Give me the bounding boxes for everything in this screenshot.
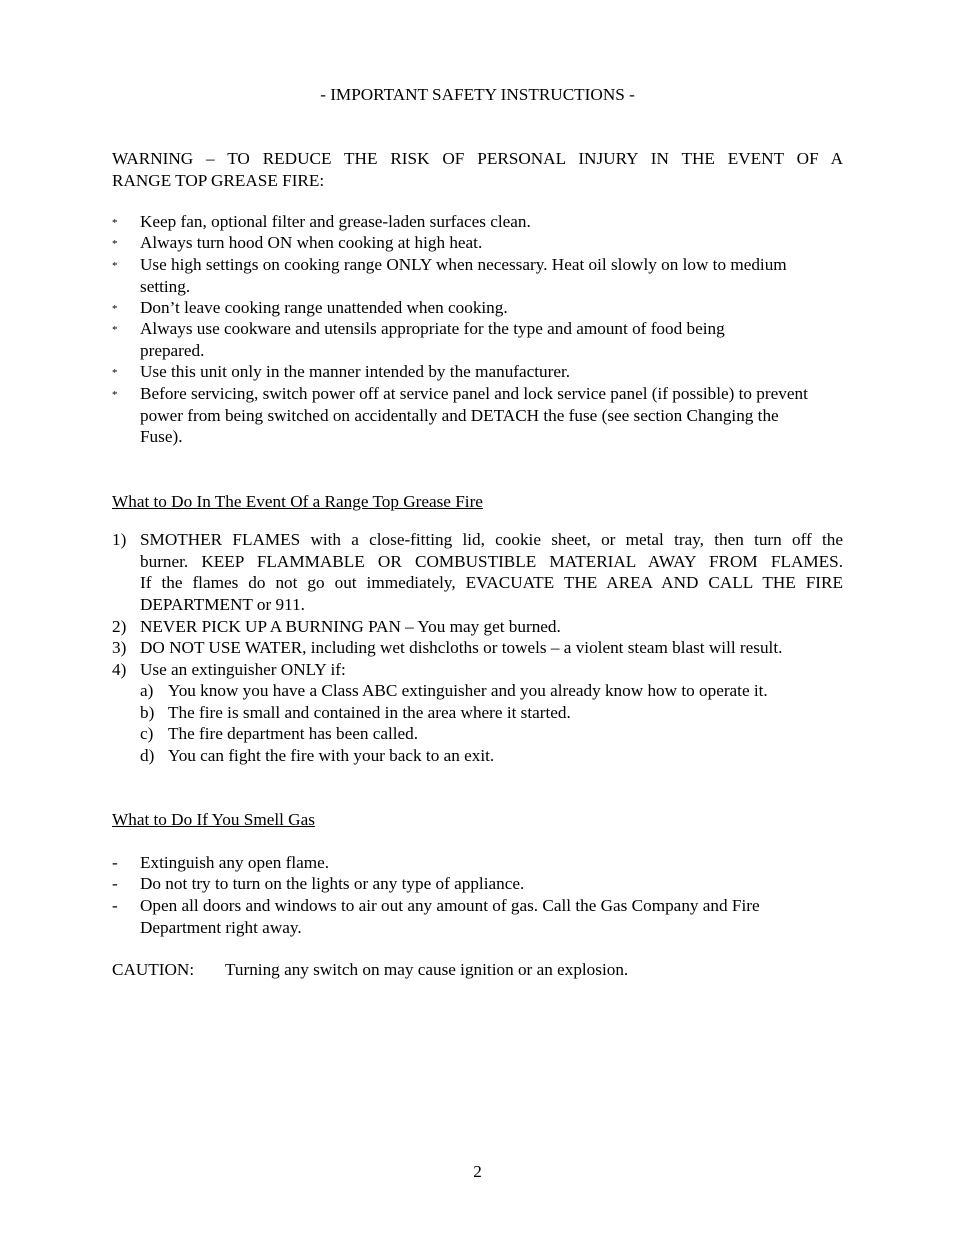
- bullet-text: Use this unit only in the manner intended by the manufacturer.: [140, 362, 571, 381]
- asterisk-bullet-icon: *: [112, 389, 118, 401]
- asterisk-bullet-icon: *: [112, 303, 118, 315]
- step-number: 2): [112, 617, 127, 636]
- document-page: [112, 0, 843, 1235]
- caution-text: Turning any switch on may cause ignition or an explosion.: [225, 960, 629, 979]
- sub-step-text: You know you have a Class ABC extinguisher and you already know how to operate it.: [168, 681, 768, 700]
- step-line: SMOTHER FLAMES with a close-fitting lid, cookie sheet, or metal tray, then turn off the: [140, 530, 843, 549]
- warning-heading: [112, 148, 843, 192]
- sub-step-text: The fire department has been called.: [168, 724, 419, 743]
- warning-line-1: WARNING – TO REDUCE THE RISK OF PERSONAL INJURY IN THE EVENT OF A: [112, 149, 843, 168]
- dash-item-text: Do not try to turn on the lights or any type of appliance.: [140, 874, 525, 893]
- gas-heading: What to Do If You Smell Gas: [112, 810, 315, 829]
- caution-label: CAUTION:: [112, 960, 195, 979]
- sub-step-text: The fire is small and contained in the area where it started.: [168, 703, 571, 722]
- dash-bullet: -: [112, 874, 118, 893]
- page-title: - IMPORTANT SAFETY INSTRUCTIONS -: [320, 85, 635, 104]
- step-text: [140, 529, 843, 615]
- warning-line-2: RANGE TOP GREASE FIRE:: [112, 171, 325, 190]
- step-text: NEVER PICK UP A BURNING PAN – You may get burned.: [140, 617, 561, 636]
- bullet-text: Use high settings on cooking range ONLY when necessary. Heat oil slowly on low to medium setting.: [140, 255, 787, 296]
- dash-item-text: Open all doors and windows to air out any amount of gas. Call the Gas Company and Fire Department right away.: [140, 896, 760, 937]
- asterisk-bullet-icon: *: [112, 217, 118, 229]
- asterisk-bullet-icon: *: [112, 324, 118, 336]
- asterisk-bullet-icon: *: [112, 238, 118, 250]
- sub-step-letter: a): [140, 681, 154, 700]
- sub-step-letter: c): [140, 724, 154, 743]
- step-line: If the flames do not go out immediately, EVACUATE THE AREA AND CALL THE FIRE: [140, 573, 843, 592]
- asterisk-bullet-icon: *: [112, 260, 118, 272]
- step-number: 3): [112, 638, 127, 657]
- dash-item-text: Extinguish any open flame.: [140, 853, 330, 872]
- bullet-text: Before servicing, switch power off at service panel and lock service panel (if possible) to prevent power from being switched on accidentally and DETACH the fuse (see section Changing the Fuse).: [140, 384, 808, 446]
- bullet-text: Keep fan, optional filter and grease-laden surfaces clean.: [140, 212, 531, 231]
- asterisk-bullet-icon: *: [112, 367, 118, 379]
- bullet-text: Always use cookware and utensils appropriate for the type and amount of food being prepared.: [140, 319, 725, 360]
- dash-bullet: -: [112, 853, 118, 872]
- dash-bullet: -: [112, 896, 118, 915]
- bullet-text: Don’t leave cooking range unattended when cooking.: [140, 298, 508, 317]
- sub-step-letter: b): [140, 703, 155, 722]
- page-number: 2: [473, 1162, 482, 1181]
- step-text: DO NOT USE WATER, including wet dishcloths or towels – a violent steam blast will result.: [140, 638, 783, 657]
- step-line: DEPARTMENT or 911.: [140, 594, 305, 614]
- sub-step-letter: d): [140, 746, 155, 765]
- step-number: 1): [112, 530, 127, 549]
- step-line: burner. KEEP FLAMMABLE OR COMBUSTIBLE MATERIAL AWAY FROM FLAMES.: [140, 551, 843, 571]
- sub-step-text: You can fight the fire with your back to an exit.: [168, 746, 495, 765]
- bullet-text: Always turn hood ON when cooking at high heat.: [140, 233, 483, 252]
- grease-fire-heading: What to Do In The Event Of a Range Top Grease Fire: [112, 492, 483, 511]
- step-number: 4): [112, 660, 127, 679]
- step-text: Use an extinguisher ONLY if:: [140, 660, 346, 679]
